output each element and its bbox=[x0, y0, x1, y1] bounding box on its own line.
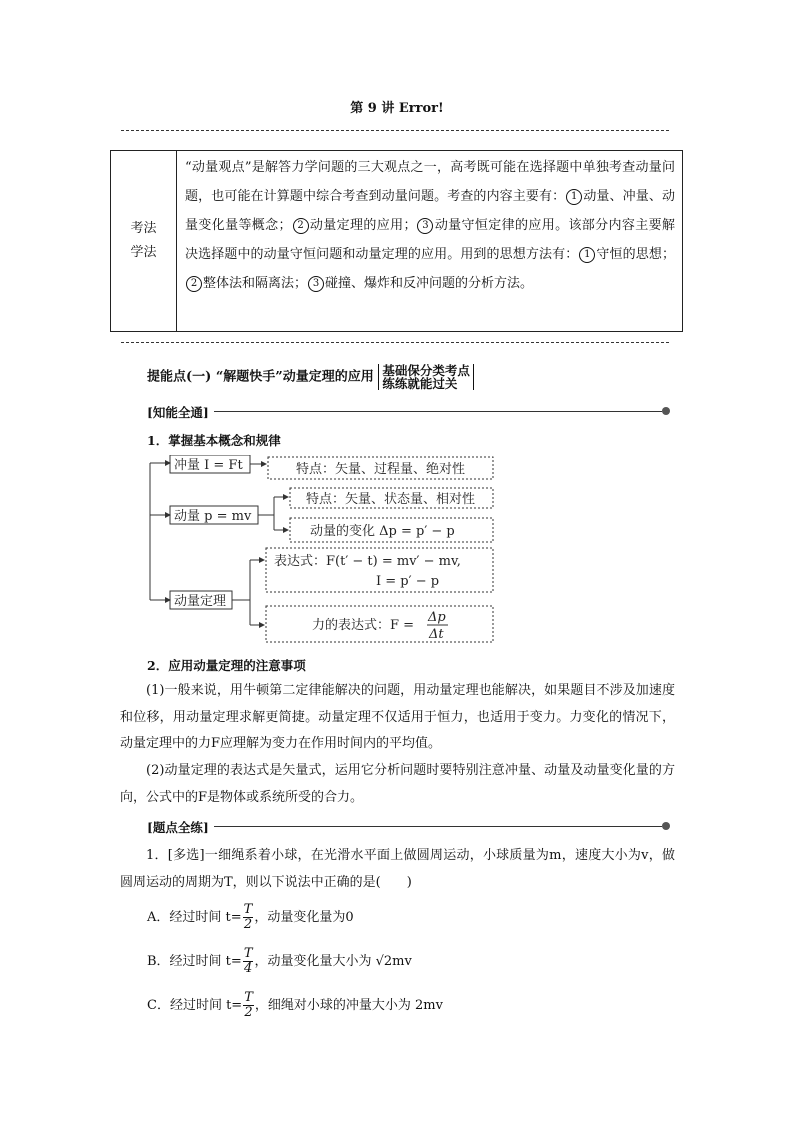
option-b[interactable] bbox=[147, 947, 412, 976]
item1-title: 1．掌握基本概念和规律 bbox=[147, 433, 281, 448]
summary-point: 动量定理的应用； bbox=[309, 218, 417, 233]
knowledge-bar-dot bbox=[662, 407, 670, 415]
summary-label-line2: 学法 bbox=[130, 245, 157, 260]
summary-table bbox=[110, 150, 683, 332]
knowledge-bar-rule bbox=[214, 411, 662, 412]
option-c-prefix: C．经过时间 t= bbox=[147, 998, 243, 1013]
section-heading bbox=[147, 364, 474, 390]
fraction-numerator: T bbox=[243, 946, 253, 961]
knowledge-bar-label: [知能全通] bbox=[147, 405, 209, 420]
option-b-text: ，动量变化量大小为 √2mv bbox=[254, 954, 412, 969]
circled-number: 1 bbox=[579, 247, 595, 263]
section-title: 提能点(一) “解题快手”动量定理的应用 bbox=[147, 369, 374, 385]
bracket-line1: 基础保分类考点 bbox=[382, 363, 470, 378]
fraction bbox=[243, 947, 254, 976]
circled-number: 2 bbox=[293, 218, 309, 234]
page-title: 第 9 讲 Error! bbox=[350, 101, 444, 116]
paragraph-2: (2)动量定理的表达式是矢量式，运用它分析问题时要特别注意冲量、动量及动量变化量的方向，公式中的F是物体或系统所受的合力。 bbox=[120, 763, 675, 805]
force-label: 力的表达式：F = bbox=[312, 618, 415, 633]
theorem-text: 动量定理 bbox=[174, 594, 227, 609]
impulse-text: 冲量 I = Ft bbox=[174, 458, 243, 473]
circled-number: 2 bbox=[186, 276, 202, 292]
summary-intro: “动量观点”是解答力学问题的三大观点之一，高考既可能在选择题中单独考查动量问题，也可能在计算题中综合考查到动量问题。考查的内容主要有： bbox=[185, 160, 675, 204]
force-denominator: Δt bbox=[429, 627, 444, 642]
momentum-change-text: 动量的变化 Δp = p′ − p bbox=[310, 524, 455, 539]
summary-point: 动量、冲量、动量变化量等概念； bbox=[185, 189, 675, 233]
summary-label bbox=[111, 151, 177, 331]
section-bracket bbox=[378, 364, 474, 390]
theorem-split bbox=[232, 560, 250, 625]
item2-title: 2．应用动量定理的注意事项 bbox=[147, 658, 306, 673]
option-c[interactable] bbox=[147, 991, 443, 1020]
option-b-prefix: B．经过时间 t= bbox=[147, 954, 242, 969]
fraction bbox=[243, 991, 254, 1020]
summary-text bbox=[185, 153, 675, 298]
practice-bar-rule bbox=[214, 826, 662, 827]
option-c-text: ，细绳对小球的冲量大小为 2mv bbox=[254, 998, 443, 1013]
bottom-divider bbox=[121, 342, 669, 343]
fraction-denominator: 4 bbox=[244, 961, 253, 976]
option-a-prefix: A．经过时间 t= bbox=[147, 910, 242, 925]
bracket-line2: 练练就能过关 bbox=[382, 376, 458, 391]
option-a-text: ，动量变化量为0 bbox=[254, 910, 354, 925]
fraction-denominator: 2 bbox=[243, 917, 253, 932]
top-divider bbox=[121, 130, 669, 131]
momentum-feature-text: 特点：矢量、状态量、相对性 bbox=[306, 492, 476, 507]
force-numerator: Δp bbox=[428, 610, 446, 625]
momentum-text: 动量 p = mv bbox=[174, 509, 252, 524]
summary-point: 动量守恒定律的应用。该部分内容主要解决选择题中的动量守恒问题和动量定理的应用。用到的思想方法有： bbox=[185, 218, 675, 262]
impulse-feature-text: 特点：矢量、过程量、绝对性 bbox=[296, 462, 466, 477]
fraction-denominator: 2 bbox=[244, 1005, 253, 1020]
circled-number: 3 bbox=[417, 218, 433, 234]
summary-point: 碰撞、爆炸和反冲问题的分析方法。 bbox=[325, 276, 534, 291]
fraction-numerator: T bbox=[243, 902, 253, 917]
expression-line2: I = p′ − p bbox=[376, 574, 440, 589]
circled-number: 3 bbox=[308, 276, 324, 292]
concept-diagram bbox=[148, 455, 508, 655]
paragraph-1: (1)一般来说，用牛顿第二定律能解决的问题，用动量定理也能解决，如果题目不涉及加速度和位移，用动量定理求解更简捷。动量定理不仅适用于恒力，也适用于变力。力变化的情况下，动量定理中的力F应理解为变力在作用时间内的平均值。 bbox=[120, 683, 675, 751]
fraction-numerator: T bbox=[244, 990, 253, 1005]
summary-point: 整体法和隔离法； bbox=[203, 276, 308, 291]
summary-point: 守恒的思想； bbox=[596, 247, 675, 262]
summary-label-line1: 考法 bbox=[130, 221, 157, 236]
option-a[interactable] bbox=[147, 903, 354, 932]
fraction bbox=[243, 903, 254, 932]
momentum-split bbox=[258, 497, 274, 530]
practice-bar-label: [题点全练] bbox=[147, 820, 209, 835]
circled-number: 1 bbox=[566, 189, 582, 205]
practice-bar-dot bbox=[662, 822, 670, 830]
expression-line1: 表达式：F(t′ − t) = mv′ − mv, bbox=[274, 554, 461, 569]
question-stem: 1．[多选]一细绳系着小球，在光滑水平面上做圆周运动，小球质量为m，速度大小为v，做圆周运动的周期为T，则以下说法中正确的是( ) bbox=[120, 848, 675, 890]
